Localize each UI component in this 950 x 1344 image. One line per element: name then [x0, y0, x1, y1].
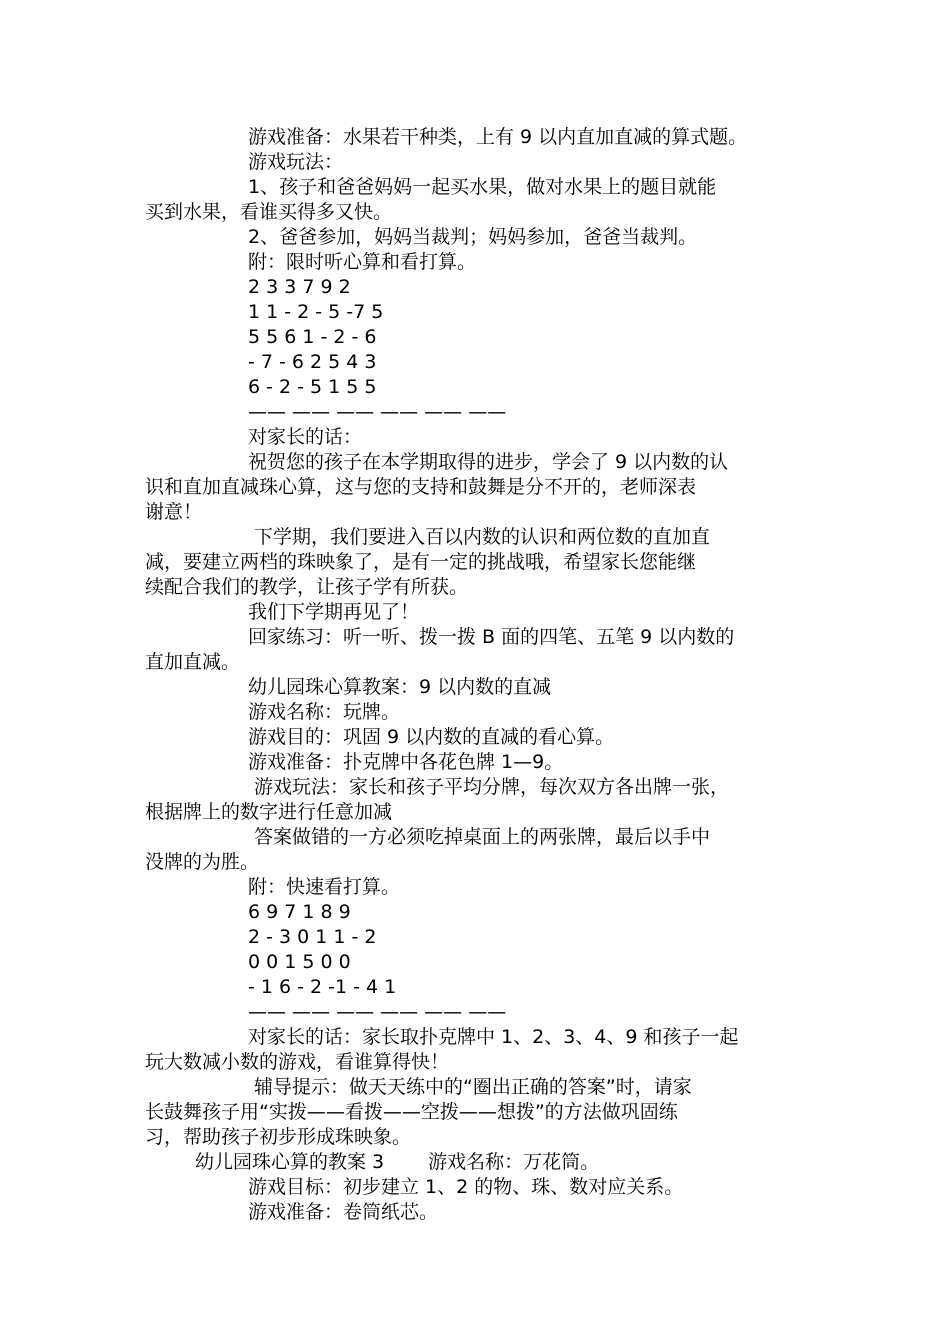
text-line: 回家练习：听一听、拨一拨 B 面的四笔、五笔 9 以内数的	[248, 626, 735, 648]
number-row: 6 - 2 - 5 1 5 5	[248, 376, 377, 398]
number-row: 2 3 3 7 9 2	[248, 276, 351, 298]
text-line: 习，帮助孩子初步形成珠映象。	[145, 1126, 412, 1148]
text-line: 没牌的为胜。	[145, 851, 260, 873]
text-line: 2、爸爸参加，妈妈当裁判；妈妈参加，爸爸当裁判。	[248, 226, 698, 248]
text-line: 我们下学期再见了！	[248, 601, 420, 623]
text-line: 买到水果，看谁买得多又快。	[145, 201, 393, 223]
text-line: 对家长的话：	[248, 426, 363, 448]
text-line: 附：快速看打算。	[248, 876, 401, 898]
text-line: 减，要建立两档的珠映象了，是有一定的挑战哦，希望家长您能继	[145, 551, 697, 573]
text-line: 祝贺您的孩子在本学期取得的进步，学会了 9 以内数的认	[248, 451, 729, 473]
text-line: 游戏准备：扑克牌中各花色牌 1—9。	[248, 751, 564, 773]
text-line: 谢意！	[145, 501, 203, 523]
number-row: 0 0 1 5 0 0	[248, 951, 351, 973]
text-line: 长鼓舞孩子用“实拨——看拨——空拨——想拨”的方法做巩固练	[145, 1101, 678, 1123]
text-line: 附：限时听心算和看打算。	[248, 251, 477, 273]
section-title: 幼儿园珠心算的教案 3 游戏名称：万花筒。	[195, 1151, 600, 1173]
text-line: 对家长的话：家长取扑克牌中 1、2、3、4、9 和孩子一起	[248, 1026, 739, 1048]
text-line: 游戏玩法：家长和孩子平均分牌，每次双方各出牌一张，	[254, 776, 730, 798]
number-row: 6 9 7 1 8 9	[248, 901, 351, 923]
text-line: 玩大数减小数的游戏，看谁算得快！	[145, 1051, 450, 1073]
number-row: - 7 - 6 2 5 4 3	[248, 351, 377, 373]
text-line: 游戏玩法：	[248, 151, 344, 173]
answer-blanks: —— —— —— —— —— ——	[248, 1001, 507, 1023]
text-line: 直加直减。	[145, 651, 241, 673]
text-line: 根据牌上的数字进行任意加减	[145, 801, 393, 823]
number-row: 5 5 6 1 - 2 - 6	[248, 326, 377, 348]
number-row: 2 - 3 0 1 1 - 2	[248, 926, 377, 948]
text-line: 下学期，我们要进入百以内数的认识和两位数的直加直	[254, 526, 711, 548]
answer-blanks: —— —— —— —— —— ——	[248, 401, 507, 423]
text-line: 续配合我们的教学，让孩子学有所获。	[145, 576, 469, 598]
text-line: 1、孩子和爸爸妈妈一起买水果，做对水果上的题目就能	[248, 176, 717, 198]
text-line: 游戏准备：水果若干种类，上有 9 以内直加直减的算式题。	[248, 126, 748, 148]
number-row: 1 1 - 2 - 5 -7 5	[248, 301, 384, 323]
text-line: 游戏目标：初步建立 1、2 的物、珠、数对应关系。	[248, 1176, 684, 1198]
number-row: - 1 6 - 2 -1 - 4 1	[248, 976, 397, 998]
section-title: 幼儿园珠心算教案：9 以内数的直减	[248, 676, 552, 698]
text-line: 游戏名称：玩牌。	[248, 701, 401, 723]
text-line: 游戏准备：卷筒纸芯。	[248, 1201, 439, 1223]
text-line: 游戏目的：巩固 9 以内数的直减的看心算。	[248, 726, 615, 748]
text-line: 答案做错的一方必须吃掉桌面上的两张牌，最后以手中	[254, 826, 711, 848]
text-line: 辅导提示：做天天练中的“圈出正确的答案”时，请家	[254, 1076, 692, 1098]
text-line: 识和直加直减珠心算，这与您的支持和鼓舞是分不开的，老师深表	[145, 476, 697, 498]
